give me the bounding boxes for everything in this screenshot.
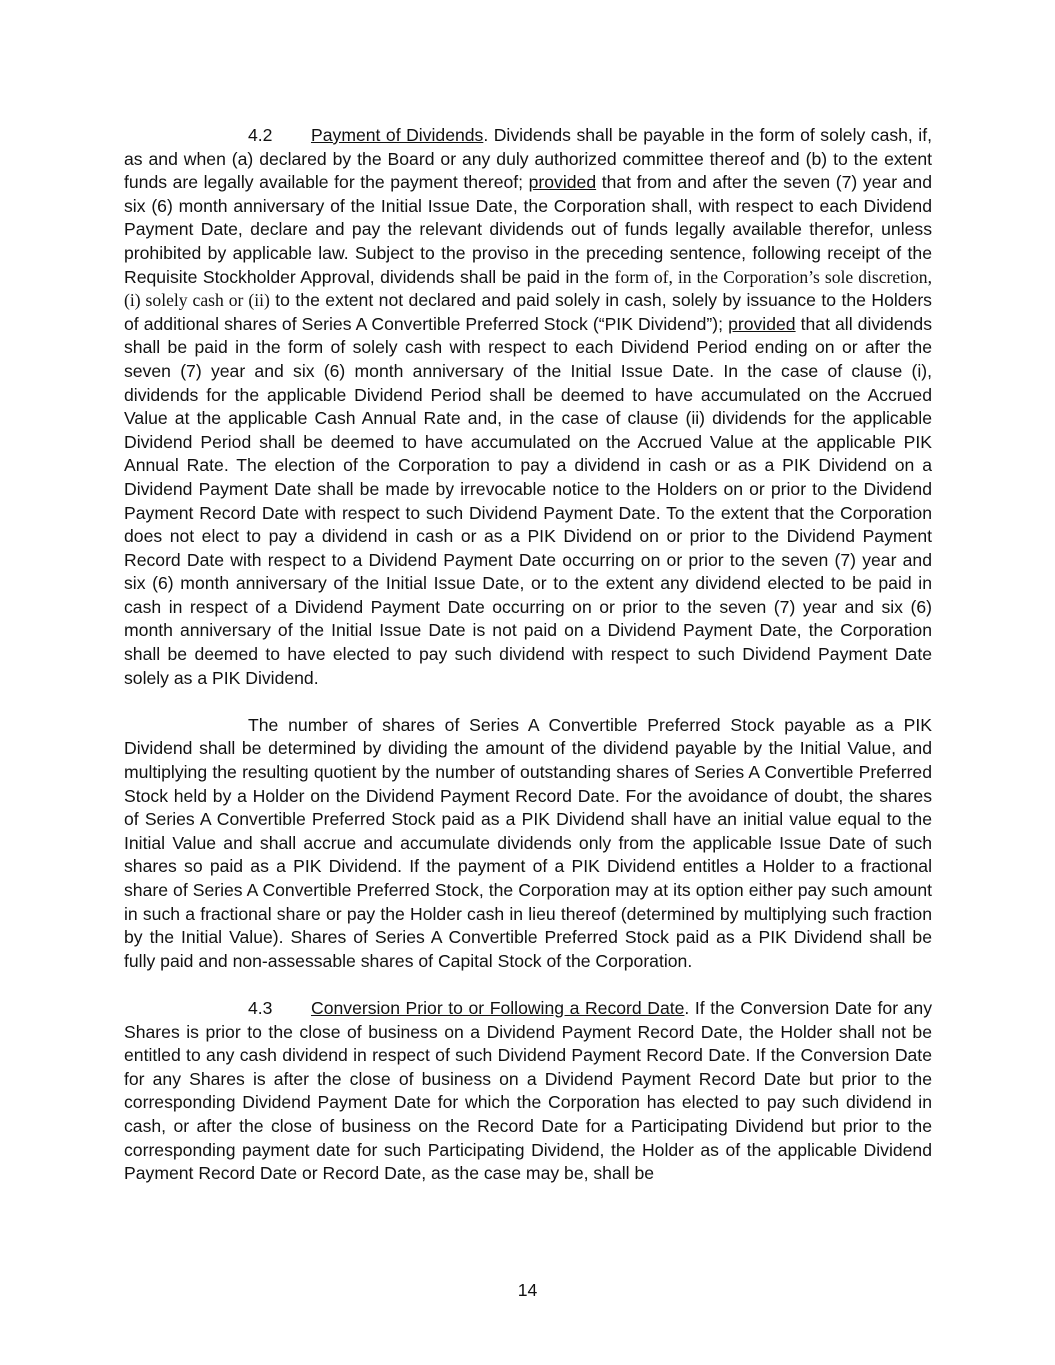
document-page	[124, 124, 932, 1186]
section-text: to the extent not declared and paid solely in cash, solely by issuance to the Holders of additional shares of Series A Convertible Preferred Stock (“PIK Dividend”);	[124, 290, 932, 334]
heading-period: .	[684, 997, 690, 1018]
heading-period: .	[483, 125, 489, 145]
provided-term: provided	[528, 172, 597, 193]
section-number: 4.2	[248, 125, 273, 145]
section-heading: Payment of Dividends	[311, 125, 484, 145]
section-text-serif: form of, in the Corporation’s sole discretion, (i) solely cash or (ii)	[124, 266, 932, 311]
provided-term: provided	[728, 313, 796, 334]
section-text: that from and after the seven (7) year and six (6) month anniversary of the Initial Issue Date, the Corporation shall, with respect to each Dividend Payment Date, declare and pay the relevant dividends out of funds legally available therefor, unless prohibited by applicable law. Subject to the proviso in the preceding sentence, following receipt of the Requisite Stockholder Approval, dividends shall be paid in the	[124, 172, 932, 287]
section-text: If the Conversion Date for any Shares is prior to the close of business on a Dividend Payment Record Date, the Holder shall not be entitled to any cash dividend in respect of such Dividend Payment Record Date. If the Conversion Date for any Shares is after the close of business on a Dividend Payment Record Date but prior to the corresponding Dividend Payment Date for which the Corporation has elected to pay such dividend in cash, or after the close of business on the Record Date for a Participating Dividend but prior to the corresponding payment date for such Participating Dividend, the Holder as of the applicable Dividend Payment Record Date or Record Date, as the case may be, shall be	[124, 997, 932, 1184]
section-4-3-paragraph	[124, 997, 932, 1186]
pik-dividend-paragraph: The number of shares of Series A Convertible Preferred Stock payable as a PIK Dividend shall be determined by dividing the amount of the dividend payable by the Initial Value, and multiplying the resulting quotient by the number of outstanding shares of Series A Convertible Preferred Stock held by a Holder on the Dividend Payment Record Date. For the avoidance of doubt, the shares of Series A Convertible Preferred Stock paid as a PIK Dividend shall have an initial value equal to the Initial Value and shall accrue and accumulate dividends only from the applicable Issue Date of such shares so paid as a PIK Dividend. If the payment of a PIK Dividend entitles a Holder to a fractional share of Series A Convertible Preferred Stock, the Corporation may at its option either pay such amount in such a fractional share or pay the Holder cash in lieu thereof (determined by multiplying such fraction by the Initial Value). Shares of Series A Convertible Preferred Stock paid as a PIK Dividend shall be fully paid and non-assessable shares of Capital Stock of the Corporation.	[124, 714, 932, 971]
section-text: that all dividends shall be paid in the form of solely cash with respect to each Dividend Period ending on or after the seven (7) year and six (6) month anniversary of the Initial Issue Date. In the case of clause (i), dividends for the applicable Dividend Period shall be deemed to have accumulated on the Accrued Value at the applicable Cash Annual Rate and, in the case of clause (ii) dividends for the applicable Dividend Period shall be deemed to have accumulated on the Accrued Value at the applicable PIK Annual Rate. The election of the Corporation to pay a dividend in cash or as a PIK Dividend on a Dividend Payment Date shall be made by irrevocable notice to the Holders on or prior to the Dividend Payment Record Date with respect to such Dividend Payment Date. To the extent that the Corporation does not elect to pay a dividend in cash or as a PIK Dividend on or prior to the Dividend Payment Record Date with respect to a Dividend Payment Date occurring on or prior to the seven (7) year and six (6) month anniversary of the Initial Issue Date, or to the extent any dividend elected to be paid in cash in respect of a Dividend Payment Date occurring on or prior to the seven (7) year and six (6) month anniversary of the Initial Issue Date is not paid on a Dividend Payment Date, the Corporation shall be deemed to have elected to pay such dividend with respect to such Dividend Payment Date solely as a PIK Dividend.	[124, 313, 932, 688]
section-4-2-paragraph	[124, 124, 932, 690]
section-heading: Conversion Prior to or Following a Record Date	[311, 997, 685, 1018]
section-text: Dividends shall be payable in the form of solely cash, if, as and when (a) declared by the Board or any duly authorized committee thereof and (b) to the extent funds are legally available for the payment thereof;	[124, 125, 932, 193]
section-number: 4.3	[248, 997, 273, 1018]
page-number: 14	[517, 1280, 538, 1300]
